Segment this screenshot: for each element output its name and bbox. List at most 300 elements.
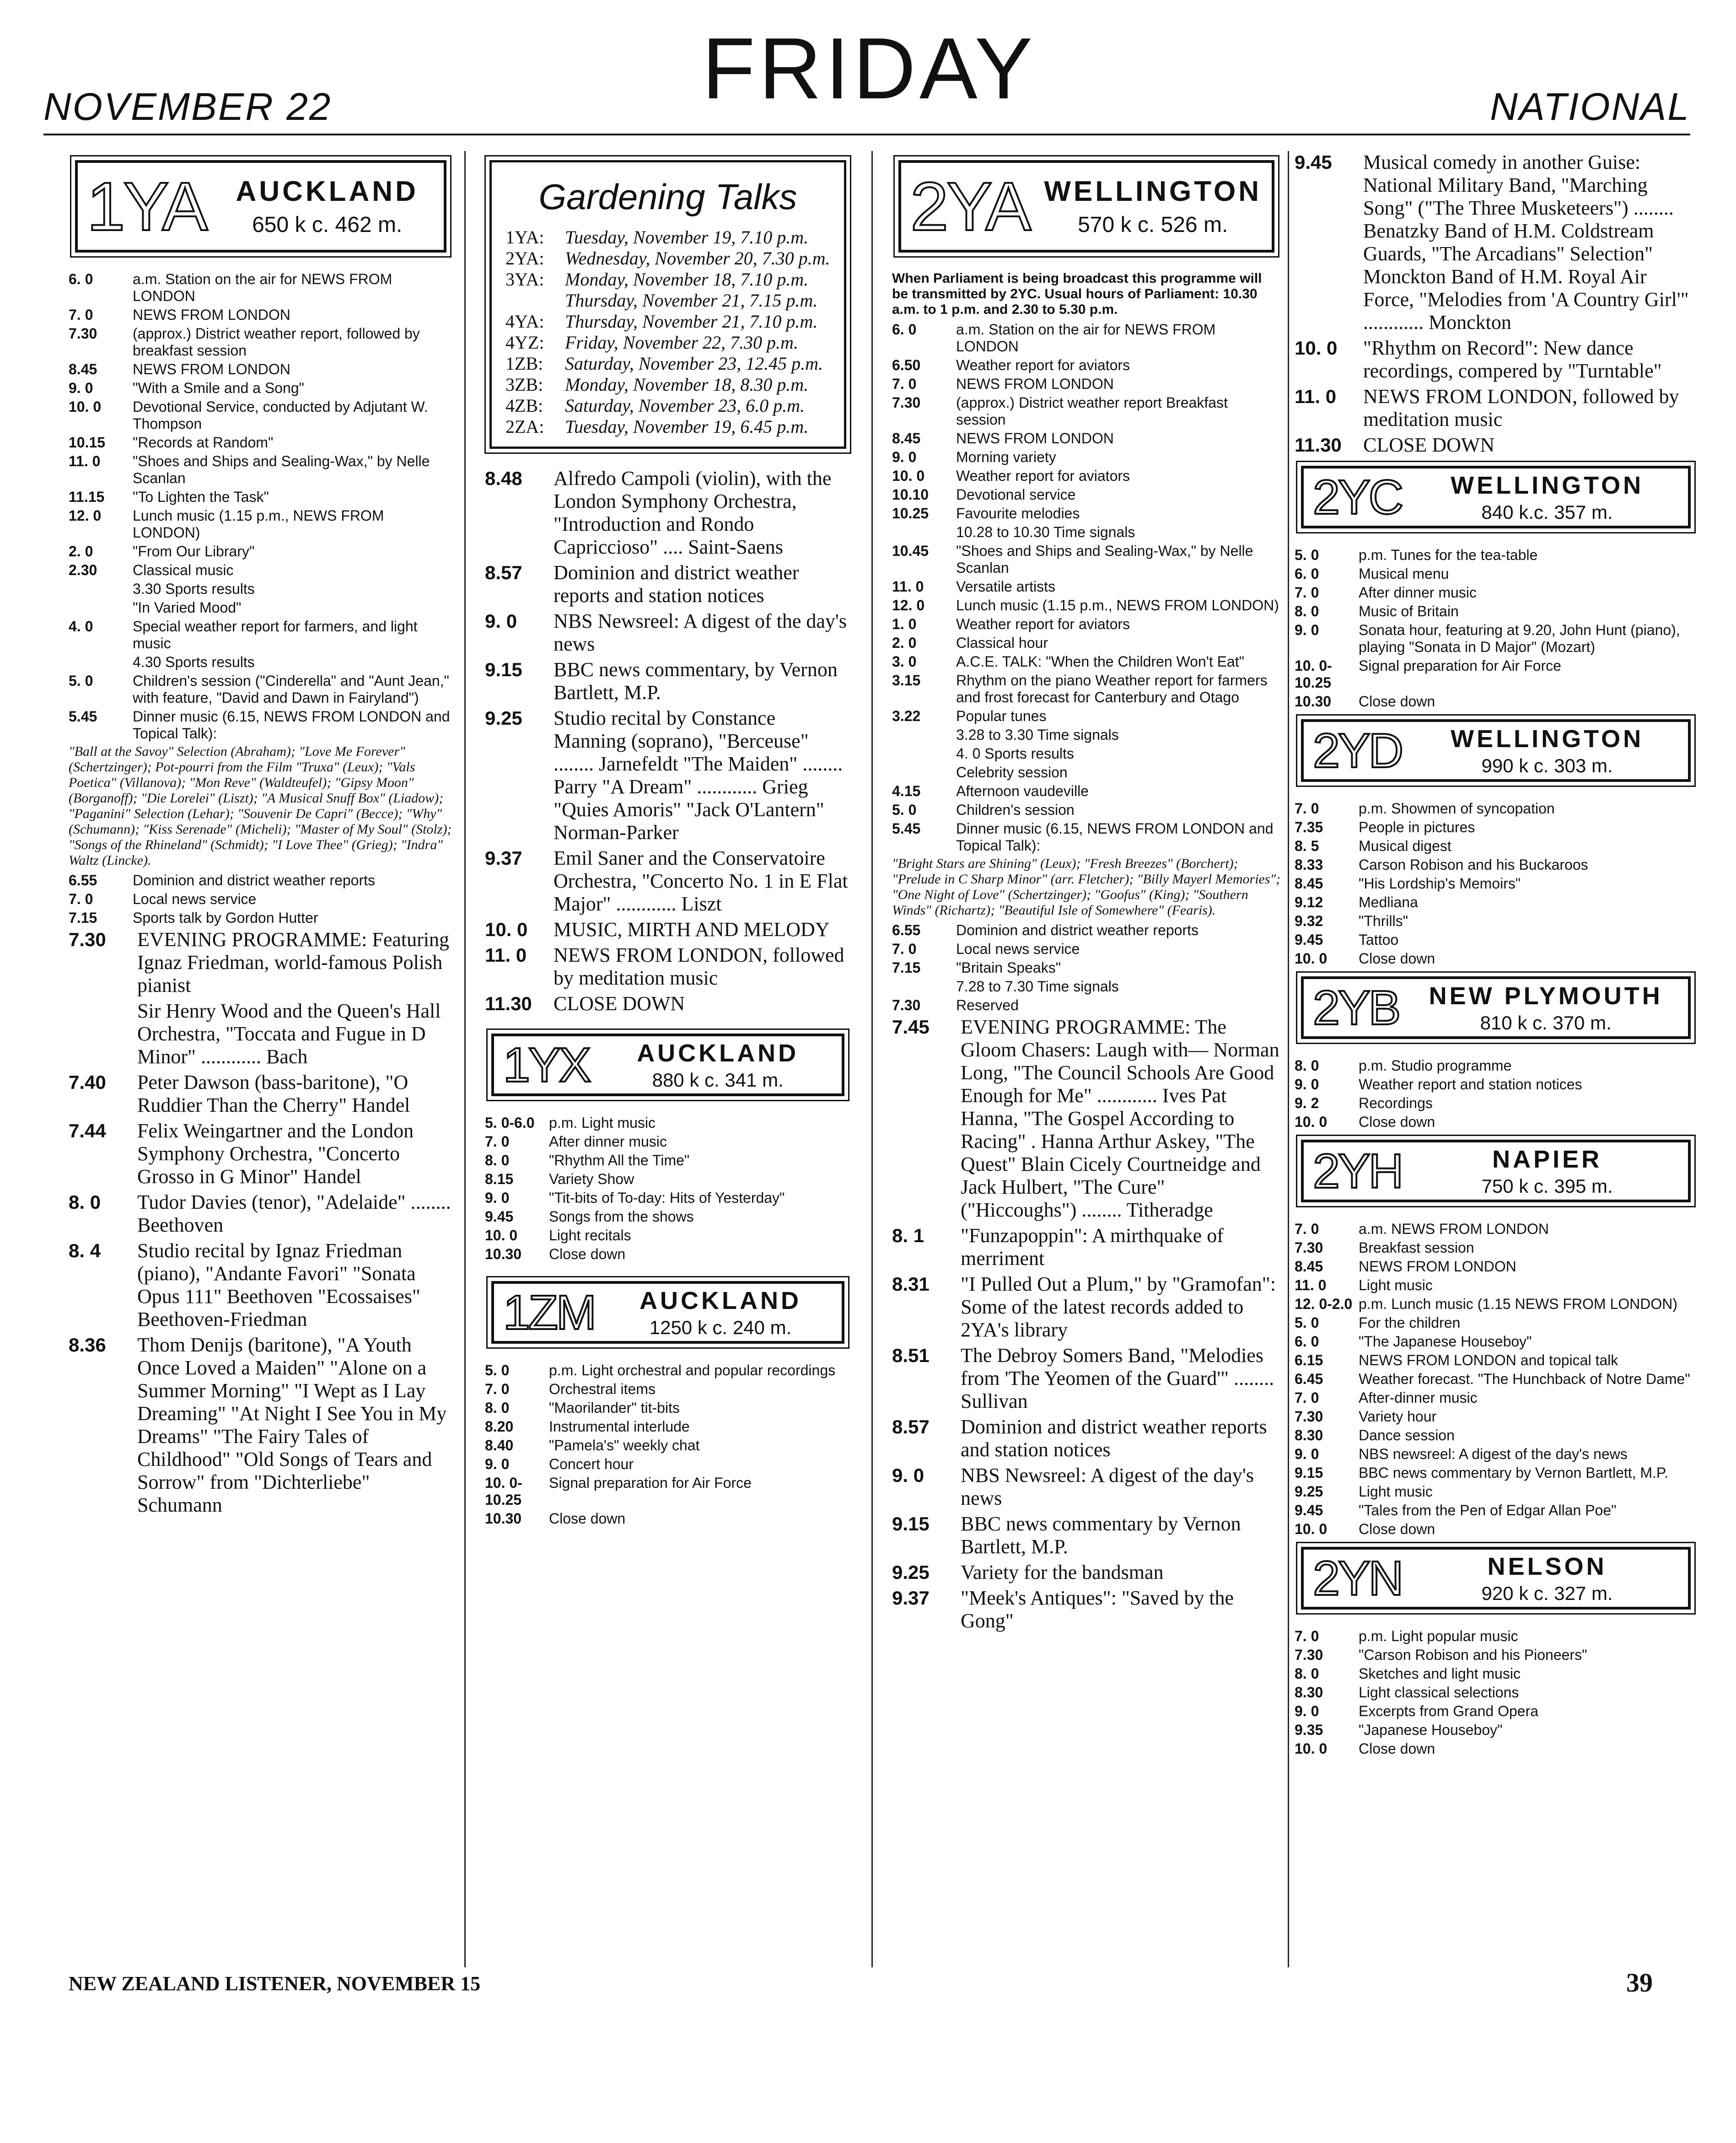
schedule-list	[892, 321, 1281, 854]
station-frequency: 810 k c. 370 m.	[1480, 1012, 1612, 1034]
programme-description: NEWS FROM LONDON and topical talk	[1359, 1352, 1618, 1368]
schedule-row	[1295, 622, 1697, 656]
programme-description: a.m. Station on the air for NEWS FROM LONDON	[956, 321, 1216, 355]
programme-description: Weather report and station notices	[1359, 1076, 1582, 1093]
programme-description: "Funzapoppin": A mirthquake of merriment	[961, 1224, 1224, 1270]
programme-description: Variety for the bandsman	[961, 1561, 1164, 1583]
programme-time: 8.15	[485, 1171, 514, 1187]
programme-time: 7.35	[1295, 819, 1323, 835]
schedule-row	[892, 468, 1281, 485]
column-wellington-regional	[1295, 151, 1697, 1759]
schedule-row	[69, 708, 453, 742]
gardening-when: Wednesday, November 20, 7.30 p.m.	[565, 248, 830, 269]
station-city: NEW PLYMOUTH	[1429, 982, 1663, 1010]
schedule-row	[485, 610, 851, 656]
programme-time: 10. 0	[1295, 1114, 1328, 1130]
schedule-row	[892, 376, 1281, 393]
callsign-logo: 2YD	[1313, 723, 1402, 778]
programme-description: Dominion and district weather reports	[133, 872, 376, 888]
programme-description: Weather report for aviators	[956, 468, 1130, 484]
station-frequency: 750 k c. 395 m.	[1481, 1175, 1613, 1197]
programme-time: 8.33	[1295, 856, 1323, 873]
gardening-station: 4YA:	[505, 311, 544, 332]
programme-time	[69, 581, 133, 598]
programme-description: Tattoo	[1359, 932, 1399, 948]
programme-time: 9.12	[1295, 894, 1323, 910]
page-date: NOVEMBER 22	[43, 85, 332, 128]
programme-time: 11.30	[485, 993, 532, 1014]
callsign-logo: 2YH	[1313, 1144, 1402, 1198]
schedule-row	[69, 1334, 453, 1517]
station-city: NELSON	[1487, 1552, 1607, 1580]
column-2ya	[892, 151, 1281, 1635]
programme-description: Instrumental interlude	[549, 1418, 690, 1435]
gardening-row	[505, 353, 830, 374]
schedule-row	[892, 941, 1281, 958]
schedule-row	[1295, 1446, 1697, 1463]
schedule-row	[1295, 1703, 1697, 1720]
programme-description: "Japanese Houseboy"	[1359, 1722, 1503, 1738]
schedule-row	[892, 997, 1281, 1014]
station-box-2yh	[1301, 1140, 1691, 1202]
programme-time: 12. 0-2.0	[1295, 1296, 1353, 1312]
programme-description: Children's session	[956, 802, 1075, 818]
schedule-list	[1295, 1628, 1697, 1757]
programme-time: 9. 0	[485, 1190, 510, 1206]
gardening-row	[505, 374, 830, 395]
programme-time: 9. 0	[485, 1456, 510, 1472]
programme-time: 7. 0	[892, 941, 917, 957]
gardening-row	[505, 395, 830, 416]
gardening-station: 4YZ:	[505, 332, 544, 353]
programme-time: 9.45	[485, 1208, 514, 1225]
programme-time: 10.25	[892, 505, 929, 522]
programme-description: Recordings	[1359, 1095, 1433, 1111]
programme-time: 10. 0	[485, 919, 528, 940]
programme-time: 10.30	[485, 1246, 522, 1262]
schedule-row	[1295, 1095, 1697, 1112]
programme-time: 8.45	[1295, 1258, 1323, 1275]
schedule-row	[1295, 1722, 1697, 1739]
programme-time: 6.55	[69, 872, 97, 888]
programme-description: After dinner music	[1359, 584, 1477, 601]
callsign-logo: 1YX	[503, 1038, 590, 1092]
programme-description: Classical hour	[956, 635, 1048, 651]
station-frequency: 990 k c. 303 m.	[1481, 754, 1613, 776]
schedule-row	[1295, 1057, 1697, 1074]
schedule-row	[892, 1513, 1281, 1558]
programme-time	[892, 727, 956, 743]
column-gardening	[485, 151, 851, 1529]
programme-time: 7.30	[892, 394, 921, 411]
programme-time: 9.25	[485, 707, 522, 729]
programme-description: Close down	[1359, 1521, 1435, 1537]
programme-time: 9. 0	[892, 449, 917, 465]
schedule-row	[1295, 584, 1697, 601]
schedule-row	[892, 672, 1281, 706]
station-city: AUCKLAND	[236, 176, 419, 207]
programme-time: 8.45	[69, 361, 97, 377]
schedule-row	[892, 783, 1281, 800]
schedule-row	[485, 707, 851, 844]
schedule-row	[892, 745, 1281, 762]
programme-time: 10. 0-10.25	[485, 1475, 522, 1508]
page-number: 39	[1626, 1968, 1653, 1998]
programme-time: 7. 0	[1295, 1628, 1319, 1644]
programme-description: BBC news commentary, by Vernon Bartlett, M.P.	[554, 658, 838, 704]
programme-description: Weather report for aviators	[956, 357, 1130, 373]
programme-description: Close down	[549, 1510, 626, 1527]
programme-description: EVENING PROGRAMME: Featuring Ignaz Friedman, world-famous Polish pianist	[137, 928, 449, 996]
programme-time: 10. 0	[1295, 337, 1338, 359]
programme-time: 7. 0	[1295, 584, 1319, 601]
programme-time: 2.30	[69, 562, 97, 578]
column-divider	[1288, 151, 1289, 1967]
programme-description: "Pamela's" weekly chat	[549, 1437, 700, 1454]
station-city: WELLINGTON	[1044, 176, 1262, 207]
schedule-row	[1295, 894, 1697, 911]
programme-time: 4. 0	[69, 618, 93, 635]
programme-description: Musical comedy in another Guise: National Military Band, "Marching Song" ("The Three Musketeers") ........ Benatzky Band of H.M. Coldstream Guards, "The Arcadians" Selection" Monckton Band of H.M. Royal Air Force, "Melodies from 'A Country Girl'" ............ Monckton	[1363, 151, 1689, 334]
schedule-row	[1295, 1427, 1697, 1444]
programme-description: p.m. Studio programme	[1359, 1057, 1512, 1074]
programme-time: 12. 0	[892, 597, 925, 614]
schedule-row	[892, 978, 1281, 995]
schedule-row	[69, 1000, 453, 1068]
programme-time: 5. 0	[1295, 1314, 1319, 1331]
schedule-row	[892, 1344, 1281, 1413]
station-box-2yd	[1301, 719, 1691, 782]
schedule-list	[69, 271, 453, 742]
schedule-row	[1295, 657, 1697, 691]
programme-time	[69, 654, 133, 671]
evening-programme-list	[485, 467, 851, 1015]
schedule-row	[69, 307, 453, 323]
schedule-row	[1295, 1521, 1697, 1538]
programme-time: 9.25	[1295, 1483, 1323, 1500]
programme-description: "Tit-bits of To-day: Hits of Yesterday"	[549, 1190, 785, 1206]
programme-description: (approx.) District weather report, followed by breakfast session	[133, 325, 420, 359]
programme-description: Sonata hour, featuring at 9.20, John Hunt (piano), playing "Sonata in D Major" (Mozart)	[1359, 622, 1680, 655]
programme-description: NBS Newsreel: A digest of the day's news	[554, 610, 847, 655]
schedule-row	[69, 928, 453, 997]
gardening-station: 1ZB:	[505, 353, 543, 374]
schedule-row	[1295, 838, 1697, 855]
programme-time: 8.20	[485, 1418, 514, 1435]
schedule-row	[892, 597, 1281, 614]
schedule-row	[892, 959, 1281, 976]
programme-description: Devotional service	[956, 486, 1076, 503]
programme-description: Favourite melodies	[956, 505, 1080, 522]
schedule-row	[892, 1587, 1281, 1632]
programme-description: Sketches and light music	[1359, 1665, 1521, 1682]
programme-description: "His Lordship's Memoirs"	[1359, 875, 1521, 892]
programme-time: 12. 0	[69, 507, 102, 524]
schedule-row	[892, 1561, 1281, 1584]
programme-time: 9.32	[1295, 913, 1323, 929]
column-divider	[464, 151, 466, 1967]
programme-description: Breakfast session	[1359, 1239, 1474, 1256]
schedule-row	[1295, 1314, 1697, 1331]
schedule-row	[1295, 932, 1697, 948]
programme-description: Lunch music (1.15 p.m., NEWS FROM LONDON)	[133, 507, 384, 541]
programme-time: 10. 0-10.25	[1295, 657, 1332, 691]
programme-description: NBS Newsreel: A digest of the day's news	[961, 1464, 1254, 1509]
programme-time: 8.45	[1295, 875, 1323, 892]
gardening-station: 4ZB:	[505, 395, 543, 416]
gardening-title: Gardening Talks	[538, 177, 797, 217]
schedule-row	[892, 394, 1281, 428]
programme-description: "Meek's Antiques": "Saved by the Gong"	[961, 1587, 1234, 1632]
programme-description: Studio recital by Constance Manning (soprano), "Berceuse" ........ Jarnefeldt "The Maiden" ........ Parry "A Dream" ............ Grieg "Quies Amoris" "Jack O'Lantern" Norman-Parker	[554, 707, 843, 844]
programme-description: "Shoes and Ships and Sealing-Wax," by Nelle Scanlan	[956, 543, 1253, 576]
programme-time: 7.40	[69, 1072, 106, 1093]
programme-time: 7.15	[69, 910, 97, 926]
schedule-row	[1295, 1740, 1697, 1757]
schedule-row	[1295, 950, 1697, 967]
programme-description: "Maorilander" tit-bits	[549, 1400, 680, 1416]
programme-description: Sir Henry Wood and the Queen's Hall Orchestra, "Toccata and Fugue in D Minor" ............ Bach	[137, 1000, 441, 1068]
programme-description: NBS newsreel: A digest of the day's news	[1359, 1446, 1628, 1462]
programme-description: Carson Robison and his Buckaroos	[1359, 856, 1588, 873]
programme-description: Afternoon vaudeville	[956, 783, 1089, 799]
programme-description: Signal preparation for Air Force	[1359, 657, 1561, 674]
schedule-list	[485, 1362, 851, 1527]
programme-time: 3.22	[892, 708, 921, 724]
schedule-row	[69, 910, 453, 926]
programme-time: 5. 0	[69, 673, 93, 689]
schedule-row	[485, 918, 851, 941]
programme-description: 3.28 to 3.30 Time signals	[956, 727, 1119, 743]
schedule-row	[485, 1227, 851, 1244]
schedule-row	[69, 325, 453, 359]
programme-description: p.m. Lunch music (1.15 NEWS FROM LONDON)	[1359, 1296, 1678, 1312]
schedule-row	[1295, 434, 1697, 457]
programme-description: Thom Denijs (baritone), "A Youth Once Loved a Maiden" "Alone on a Summer Morning" "I Wept as I Lay Dreaming" "At Night I See You in My Dreams" "The Fairy Tales of Childhood" "Old Songs of Tears and Sorrow" from "Dichterliebe" Schumann	[137, 1334, 447, 1516]
station-box-1zm	[491, 1281, 844, 1344]
programme-time: 9. 0	[485, 610, 517, 632]
schedule-row	[892, 635, 1281, 652]
programme-description: "Rhythm All the Time"	[549, 1152, 690, 1168]
programme-time: 7.30	[1295, 1239, 1323, 1256]
station-frequency: 1250 k c. 240 m.	[649, 1316, 792, 1338]
programme-description: NEWS FROM LONDON	[1359, 1258, 1516, 1275]
programme-description: Musical menu	[1359, 565, 1449, 582]
programme-time: 8. 0	[1295, 603, 1319, 619]
gardening-when: Thursday, November 21, 7.10 p.m.	[565, 311, 818, 332]
programme-time: 10. 0	[1295, 1740, 1328, 1757]
programme-time: 8. 5	[1295, 838, 1319, 854]
dinner-music-note: "Ball at the Savoy" Selection (Abraham); "Love Me Forever" (Schertzinger); Pot-pourri from the Film "Truxa" (Leux); "Vals Poetica" (Villanova); "Mon Reve" (Waldteufel); "Gipsy Moon" (Borganoff); "Die Lorelei" (Liszt); "A Musical Snuff Box" (Liadow); "Paganini" Selection (Lehar); "Souvenir De Capri" (Becce); "Why" (Schumann); "Kiss Serenade" (Micheli); "Master of My Soul" (Stolz); "Songs of the Rhineland" (Schmidt); "I Love Thee" (Grieg); "Indra" Waltz (Lincke).	[69, 744, 452, 868]
programme-description: CLOSE DOWN	[554, 992, 685, 1015]
programme-description: NEWS FROM LONDON	[956, 376, 1114, 392]
schedule-row	[485, 1400, 851, 1416]
header-rule	[43, 134, 1690, 135]
programme-description: 7.28 to 7.30 Time signals	[956, 978, 1119, 995]
programme-time: 8. 0	[1295, 1665, 1319, 1682]
schedule-row	[485, 1381, 851, 1398]
schedule-list	[485, 1115, 851, 1263]
gardening-when: Tuesday, November 19, 6.45 p.m.	[565, 416, 809, 437]
programme-time: 7.15	[892, 959, 921, 976]
programme-time: 11. 0	[1295, 386, 1337, 407]
programme-description: "Britain Speaks"	[956, 959, 1061, 976]
schedule-row	[485, 1456, 851, 1473]
programme-description: NEWS FROM LONDON	[956, 430, 1114, 447]
schedule-row	[892, 922, 1281, 939]
station-city: WELLINGTON	[1451, 725, 1644, 753]
programme-description: (approx.) District weather report Breakfast session	[956, 394, 1228, 428]
gardening-station: 2YA:	[505, 248, 544, 269]
programme-time: 7.45	[892, 1016, 930, 1038]
schedule-row	[1295, 603, 1697, 620]
programme-description: Sports talk by Gordon Hutter	[133, 910, 318, 926]
schedule-row	[1295, 800, 1697, 817]
schedule-row	[69, 361, 453, 378]
station-box-2yn	[1301, 1547, 1691, 1610]
station-box-2yc	[1301, 466, 1691, 528]
programme-description: p.m. Light popular music	[1359, 1628, 1518, 1644]
programme-description: Dominion and district weather reports and station notices	[554, 561, 799, 607]
schedule-row	[1295, 1352, 1697, 1369]
schedule-row	[485, 1475, 851, 1508]
schedule-row	[892, 820, 1281, 854]
schedule-row	[1295, 1371, 1697, 1388]
programme-time: 7. 0	[69, 891, 93, 907]
schedule-row	[485, 658, 851, 704]
programme-time: 1. 0	[892, 616, 917, 632]
schedule-row	[69, 1239, 453, 1331]
programme-time: 3. 0	[892, 653, 917, 670]
schedule-row	[69, 1191, 453, 1237]
schedule-row	[1295, 875, 1697, 892]
programme-time: 8.57	[485, 562, 522, 583]
programme-description: Local news service	[956, 941, 1080, 957]
programme-time: 6. 0	[1295, 1333, 1319, 1350]
programme-time: 8. 0	[485, 1152, 510, 1168]
programme-description: NEWS FROM LONDON, followed by meditation music	[554, 944, 844, 989]
programme-time: 11. 0	[1295, 1277, 1327, 1293]
programme-time: 8.36	[69, 1334, 106, 1356]
programme-description: Local news service	[133, 891, 257, 907]
programme-time: 7. 0	[1295, 1221, 1319, 1237]
programme-description: Weather report for aviators	[956, 616, 1130, 632]
programme-time: 10. 0	[892, 468, 925, 484]
programme-time	[892, 978, 956, 995]
schedule-row	[892, 449, 1281, 466]
schedule-row	[1295, 693, 1697, 710]
programme-time	[892, 745, 956, 762]
schedule-row	[485, 847, 851, 915]
programme-description: 10.28 to 10.30 Time signals	[956, 524, 1135, 540]
programme-time: 11. 0	[69, 453, 101, 469]
programme-description: Children's session ("Cinderella" and "Aunt Jean," with feature, "David and Dawn in Fairyland")	[133, 673, 449, 706]
programme-description: Popular tunes	[956, 708, 1047, 724]
programme-time: 7. 0	[892, 376, 917, 392]
gardening-talks-box	[489, 160, 846, 449]
programme-time: 8.48	[485, 468, 522, 489]
gardening-when: Friday, November 22, 7.30 p.m.	[565, 332, 798, 353]
programme-description: a.m. Station on the air for NEWS FROM LONDON	[133, 271, 392, 304]
schedule-row	[892, 1416, 1281, 1461]
programme-description: Orchestral items	[549, 1381, 656, 1397]
programme-time: 6. 0	[892, 321, 917, 338]
programme-time: 7.30	[1295, 1647, 1323, 1663]
schedule-row	[485, 467, 851, 559]
schedule-row	[485, 1362, 851, 1379]
programme-description: Special weather report for farmers, and light music	[133, 618, 418, 652]
programme-description: MUSIC, MIRTH AND MELODY	[554, 918, 830, 941]
programme-description: After dinner music	[549, 1133, 667, 1150]
programme-time: 8. 0	[69, 1191, 101, 1213]
programme-description: Weather forecast. "The Hunchback of Notre Dame"	[1359, 1371, 1690, 1387]
programme-description: 4.30 Sports results	[133, 654, 255, 670]
station-frequency: 840 k.c. 357 m.	[1481, 501, 1613, 523]
programme-description: The Debroy Somers Band, "Melodies from 'The Yeomen of the Guard'" ........ Sullivan	[961, 1344, 1274, 1412]
schedule-list	[1295, 1221, 1697, 1538]
programme-time: 7.30	[892, 997, 921, 1013]
programme-time: 9.45	[1295, 151, 1332, 173]
schedule-row	[1295, 1684, 1697, 1701]
programme-time: 8. 0	[1295, 1057, 1319, 1074]
programme-time: 6. 0	[69, 271, 93, 287]
programme-description: Devotional Service, conducted by Adjutant W. Thompson	[133, 398, 428, 432]
schedule-row	[1295, 547, 1697, 564]
schedule-row	[69, 872, 453, 889]
programme-description: p.m. Showmen of syncopation	[1359, 800, 1555, 817]
schedule-list	[892, 922, 1281, 1014]
schedule-row	[69, 1071, 453, 1117]
gardening-list	[505, 227, 830, 437]
programme-time: 6.50	[892, 357, 921, 373]
programme-description: After-dinner music	[1359, 1389, 1478, 1406]
programme-time: 2. 0	[69, 543, 93, 560]
programme-description: "From Our Library"	[133, 543, 255, 560]
callsign-logo: 1ZM	[503, 1285, 595, 1340]
gardening-row	[505, 227, 830, 248]
programme-description: Celebrity session	[956, 764, 1068, 781]
station-frequency: 650 k c. 462 m.	[252, 213, 403, 237]
schedule-row	[485, 1208, 851, 1225]
programme-description: Light music	[1359, 1277, 1433, 1293]
programme-description: Dinner music (6.15, NEWS FROM LONDON and Topical Talk):	[133, 708, 450, 742]
station-frequency: 920 k c. 327 m.	[1481, 1582, 1613, 1604]
gardening-station: 2ZA:	[505, 416, 544, 437]
schedule-row	[1295, 1665, 1697, 1682]
schedule-row	[892, 802, 1281, 818]
programme-time: 7. 0	[485, 1381, 510, 1397]
programme-time: 10.10	[892, 486, 929, 503]
schedule-row	[485, 561, 851, 607]
column-1yа	[69, 151, 453, 1519]
programme-description: Light classical selections	[1359, 1684, 1519, 1701]
programme-description: EVENING PROGRAMME: The Gloom Chasers: Laugh with— Norman Long, "The Council Schools Are Good Enough for Me" ............ Ives Pat Hanna, "The Gospel According to Racing" . Hanna Arthur Askey, "The Quest" Blain Cicely Courtneidge and Jack Hulbert, "The Cure" ("Hiccoughs") ........ Titheradge	[961, 1016, 1279, 1221]
schedule-row	[892, 430, 1281, 447]
programme-description: NEWS FROM LONDON	[133, 307, 290, 323]
gardening-row	[505, 311, 830, 332]
programme-description: Musical digest	[1359, 838, 1451, 854]
schedule-row	[892, 1464, 1281, 1510]
programme-time: 9. 0	[1295, 1076, 1319, 1093]
callsign-logo: 1YA	[87, 168, 206, 245]
programme-time: 8.57	[892, 1416, 930, 1438]
programme-time: 6. 0	[1295, 565, 1319, 582]
programme-description: Emil Saner and the Conservatoire Orchestra, "Concerto No. 1 in E Flat Major" ............ Liszt	[554, 847, 848, 915]
schedule-row	[1295, 1296, 1697, 1313]
callsign-logo: 2YN	[1313, 1551, 1402, 1605]
footer-publication: NEW ZEALAND LISTENER, NOVEMBER 15	[69, 1972, 481, 1995]
programme-time: 8. 4	[69, 1240, 101, 1261]
